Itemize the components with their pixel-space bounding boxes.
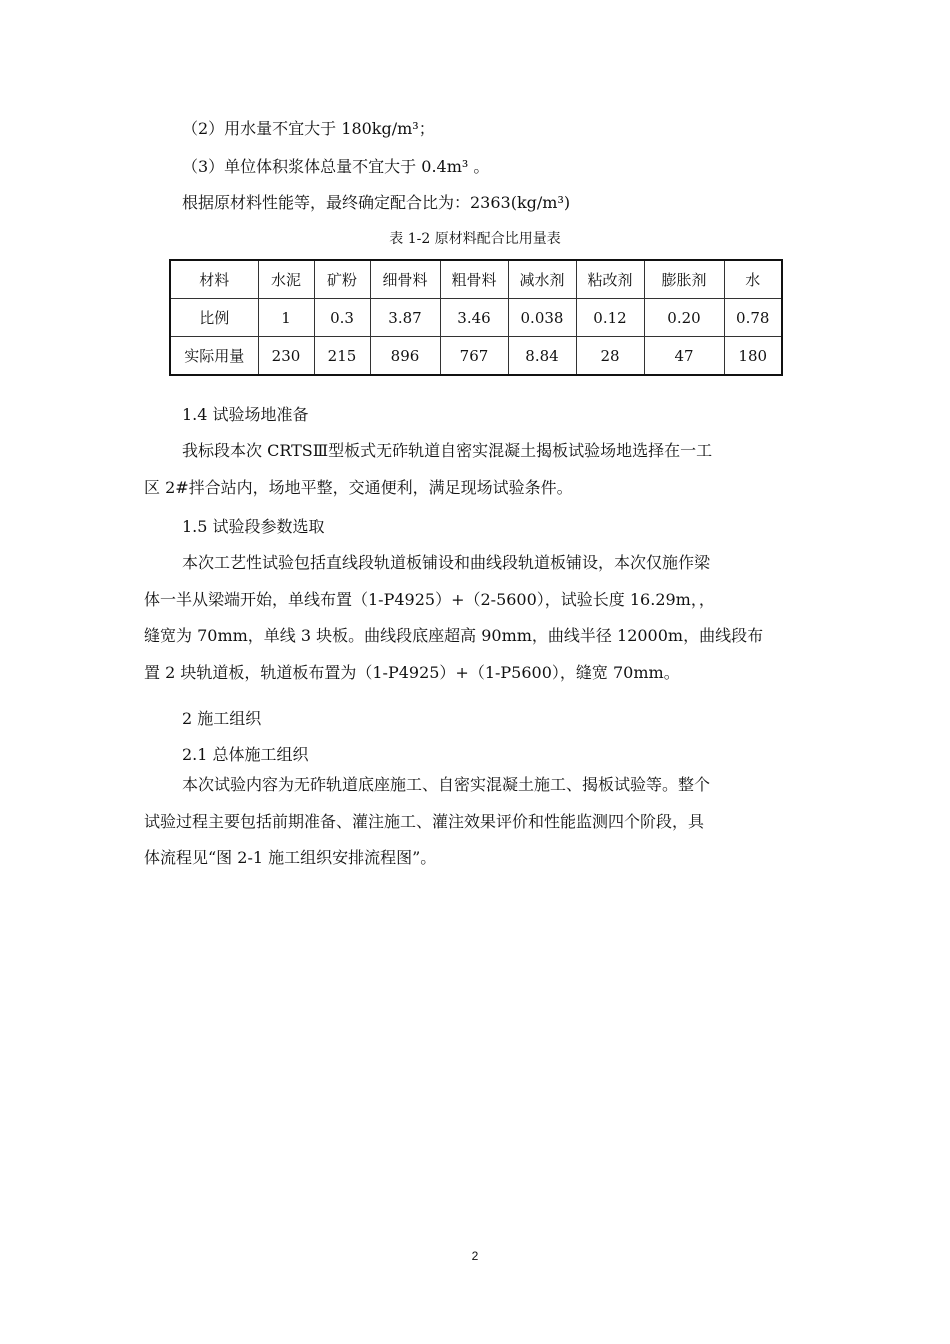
table-cell: 0.78 — [724, 299, 782, 337]
table-cell: 8.84 — [508, 337, 576, 376]
table-cell: 0.12 — [576, 299, 644, 337]
paragraph-org-line-1: 本次试验内容为无砟轨道底座施工、自密实混凝土施工、揭板试验等。整个 — [182, 775, 711, 794]
paragraph-water-limit: （2）用水量不宜大于 180kg/m³； — [182, 119, 435, 138]
mix-ratio-table — [169, 259, 783, 376]
table-cell: 180 — [724, 337, 782, 376]
table-cell: 1 — [258, 299, 314, 337]
paragraph-params-line-4: 置 2 块轨道板，轨道板布置为（1-P4925）+（1-P5600），缝宽 70mm。 — [144, 663, 680, 682]
table-cell: 实际用量 — [170, 337, 258, 376]
table-cell: 细骨料 — [370, 260, 440, 299]
table-cell: 0.038 — [508, 299, 576, 337]
table-cell: 材料 — [170, 260, 258, 299]
table-cell: 47 — [644, 337, 724, 376]
table-cell: 矿粉 — [314, 260, 370, 299]
paragraph-params-line-3: 缝宽为 70mm，单线 3 块板。曲线段底座超高 90mm，曲线半径 12000m，曲线段布 — [144, 626, 764, 645]
table-row-ratio — [170, 299, 782, 337]
table-cell: 3.87 — [370, 299, 440, 337]
paragraph-org-line-2: 试验过程主要包括前期准备、灌注施工、灌注效果评价和性能监测四个阶段，具 — [144, 812, 705, 831]
paragraph-final-ratio: 根据原材料性能等，最终确定配合比为：2363(kg/m³) — [182, 193, 571, 212]
table-header-row — [170, 260, 782, 299]
table-cell: 3.46 — [440, 299, 508, 337]
paragraph-params-line-2: 体一半从梁端开始，单线布置（1-P4925）+（2-5600），试验长度 16.29m，， — [144, 590, 715, 609]
table-cell: 896 — [370, 337, 440, 376]
section-heading-1-4: 1.4 试验场地准备 — [182, 405, 309, 424]
table-cell: 粘改剂 — [576, 260, 644, 299]
table-cell: 比例 — [170, 299, 258, 337]
table-cell: 0.3 — [314, 299, 370, 337]
table-cell: 28 — [576, 337, 644, 376]
section-heading-2-1: 2.1 总体施工组织 — [182, 745, 309, 764]
table-cell: 水 — [724, 260, 782, 299]
table-row-actual — [170, 337, 782, 376]
section-heading-2: 2 施工组织 — [182, 709, 262, 728]
paragraph-site-line-1: 我标段本次 CRTSⅢ型板式无砟轨道自密实混凝土揭板试验场地选择在一工 — [182, 441, 713, 460]
table-cell: 水泥 — [258, 260, 314, 299]
table-cell: 767 — [440, 337, 508, 376]
paragraph-paste-volume: （3）单位体积浆体总量不宜大于 0.4m³ 。 — [182, 157, 490, 176]
table-cell: 粗骨料 — [440, 260, 508, 299]
paragraph-site-line-2: 区 2#拌合站内，场地平整，交通便利，满足现场试验条件。 — [144, 478, 573, 497]
paragraph-org-line-3: 体流程见“图 2-1 施工组织安排流程图”。 — [144, 848, 437, 867]
table-cell: 230 — [258, 337, 314, 376]
paragraph-params-line-1: 本次工艺性试验包括直线段轨道板铺设和曲线段轨道板铺设，本次仅施作梁 — [182, 553, 711, 572]
table-cell: 215 — [314, 337, 370, 376]
table-cell: 减水剂 — [508, 260, 576, 299]
table-cell: 膨胀剂 — [644, 260, 724, 299]
section-heading-1-5: 1.5 试验段参数选取 — [182, 517, 325, 536]
page-number: 2 — [471, 1249, 479, 1263]
table-caption: 表 1-2 原材料配合比用量表 — [389, 231, 561, 247]
table-cell: 0.20 — [644, 299, 724, 337]
